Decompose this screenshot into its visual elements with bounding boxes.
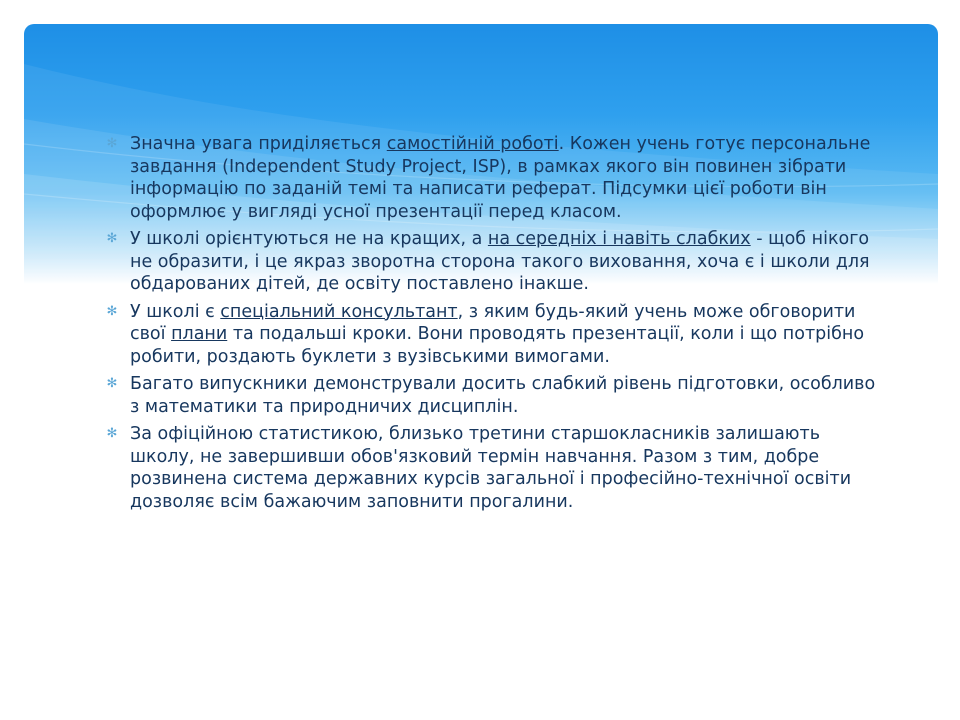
text-segment: За офіційною статистикою, близько третини старшокласників залишають школу, не завершивши обов'язковий термін навчання. Разом з тим, добре розвинена система державних курсів загальної і професійно-технічної освіти дозволяє всім бажаючим заповнити прогалини. <box>130 424 852 512</box>
text-segment: та подальші кроки. Вони проводять презентації, коли і що потрібно робити, роздають буклети з вузівськими вимогами. <box>130 324 865 367</box>
list-item-text <box>130 134 870 222</box>
text-segment: Значна увага приділяється <box>130 134 387 154</box>
list-item <box>104 373 879 418</box>
underlined-term: спеціальний консультант <box>220 301 458 322</box>
asterisk-icon: ✻ <box>106 231 118 246</box>
underlined-term: на середніх і навіть слабких <box>487 229 751 249</box>
asterisk-icon: ✻ <box>106 376 118 391</box>
asterisk-icon: ✻ <box>106 136 118 151</box>
text-segment: Багато випускники демонстрували досить слабкий рівень підготовки, особливо з математики та природничих дисциплін. <box>130 374 876 417</box>
bullet-list-content <box>104 133 879 518</box>
underlined-term: самостійній роботі <box>386 134 559 154</box>
list-item-text <box>130 374 875 417</box>
list-item <box>104 228 879 296</box>
underlined-term: плани <box>171 324 228 344</box>
asterisk-icon: ✻ <box>106 426 118 441</box>
text-segment: . Кожен учень готує персональне завдання (Independent Study Project, ISP), в рамках якого він повинен зібрати інформацію по заданій темі та написати реферат. Підсумки цієї роботи він оформлює у вигляді усної презентації перед класом. <box>130 134 871 222</box>
list-item <box>104 133 879 223</box>
text-segment: , з яким будь-який учень може обговорити свої <box>130 301 856 344</box>
text-segment: - щоб нікого не образити, і це якраз зворотна сторона такого виховання, хоча є і школи для обдарованих дітей, де освіту поставлено інакше. <box>130 229 870 294</box>
list-item-text <box>130 424 851 512</box>
bullet-list <box>104 133 879 513</box>
list-item <box>104 423 879 513</box>
text-segment: У школі орієнтуються не на кращих, а <box>130 229 488 249</box>
list-item-text <box>130 229 870 294</box>
asterisk-icon: ✻ <box>106 303 118 319</box>
list-item-text <box>130 302 864 367</box>
text-segment: У школі є <box>130 301 221 322</box>
list-item <box>104 301 879 369</box>
